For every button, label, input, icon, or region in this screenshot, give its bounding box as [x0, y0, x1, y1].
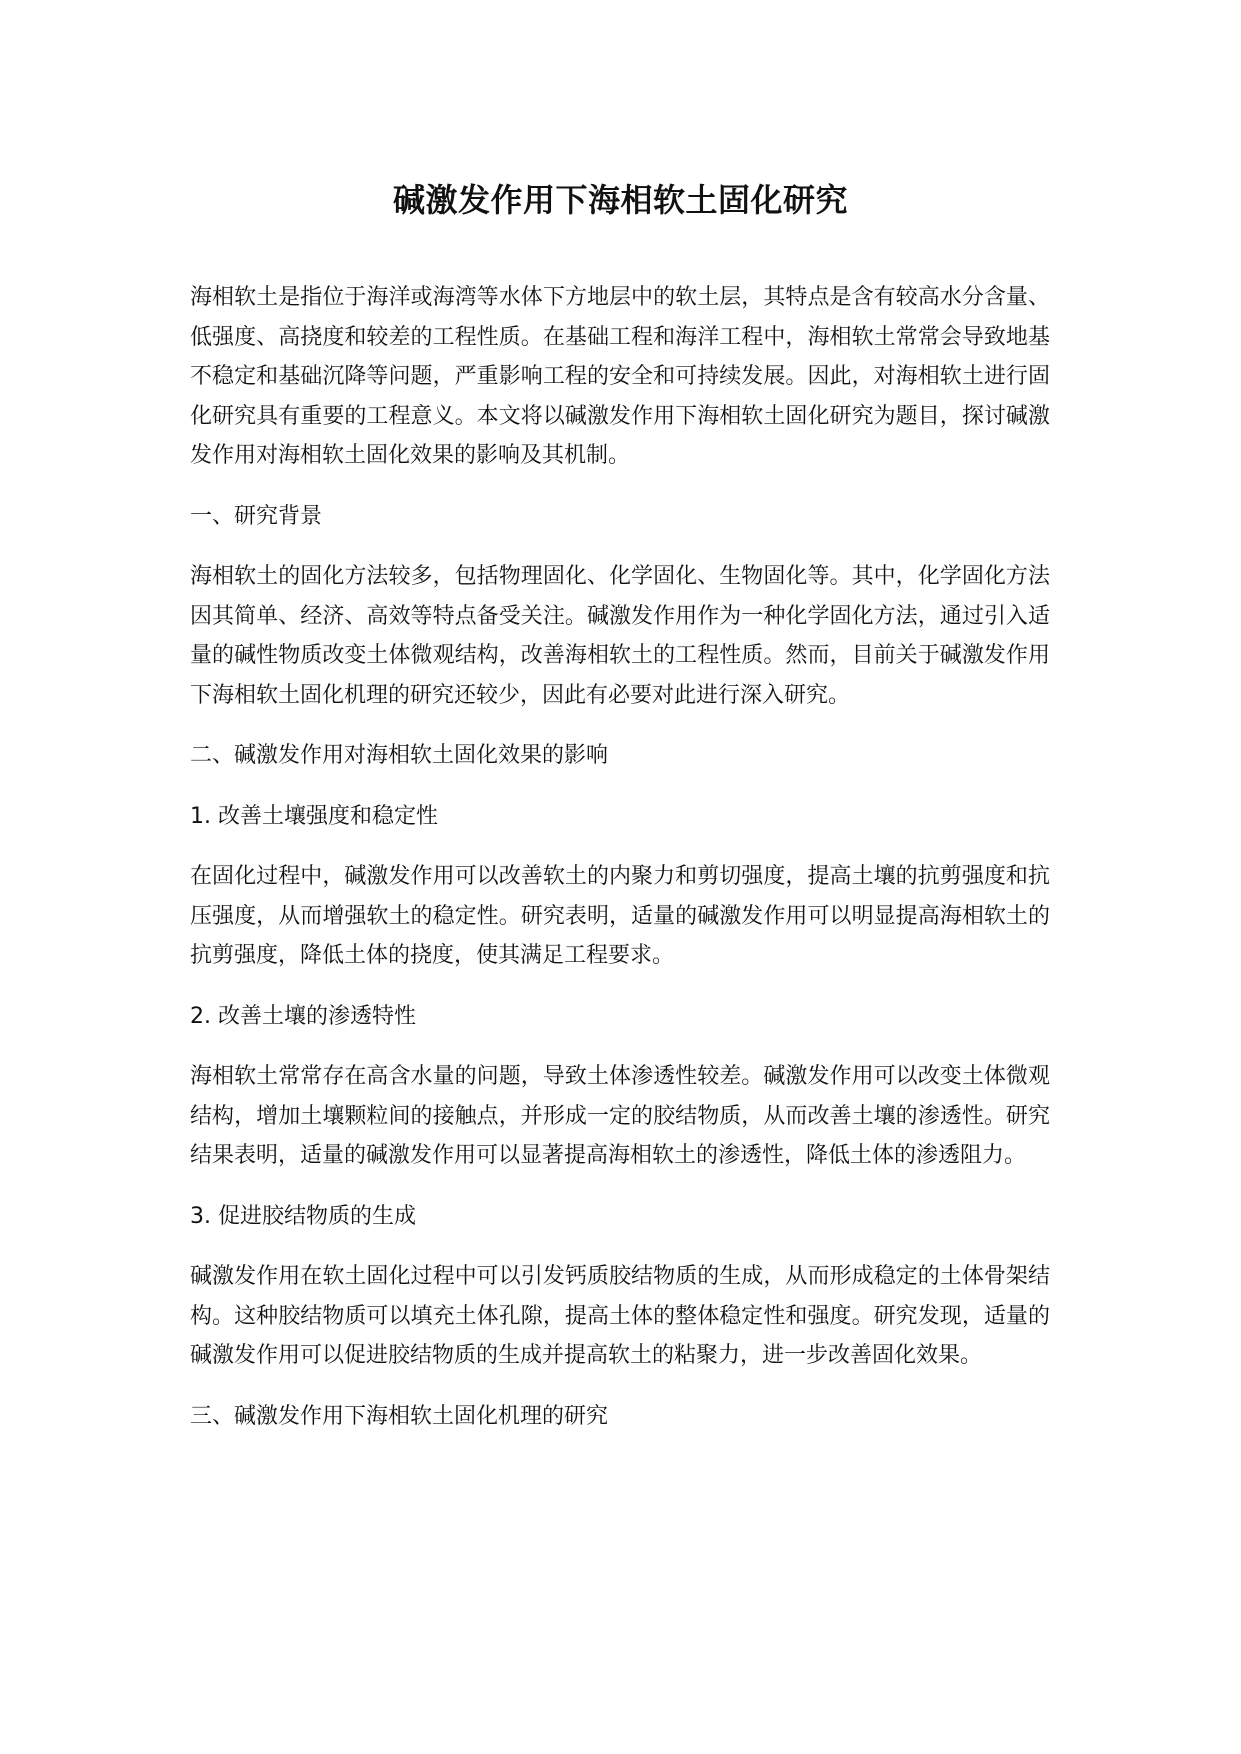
section-heading-effects: 二、碱激发作用对海相软土固化效果的影响	[190, 743, 609, 768]
strength-paragraph: 在固化过程中，碱激发作用可以改善软土的内聚力和剪切强度，提高土壤的抗剪强度和抗压强度，从而增强软土的稳定性。研究表明，适量的碱激发作用可以明显提高海相软土的抗剪强度，降低土体的挠度，使其满足工程要求。	[190, 864, 1050, 968]
section-heading-background: 一、研究背景	[190, 503, 323, 529]
section-heading-mechanism: 三、碱激发作用下海相软土固化机理的研究	[190, 1403, 609, 1429]
document-title: 碱激发作用下海相软土固化研究	[392, 181, 848, 219]
cementation-paragraph: 碱激发作用在软土固化过程中可以引发钙质胶结物质的生成，从而形成稳定的土体骨架结构。这种胶结物质可以填充土体孔隙，提高土体的整体稳定性和强度。研究发现，适量的碱激发作用可以促进胶结物质的生成并提高软土的粘聚力，进一步改善固化效果。	[190, 1264, 1050, 1368]
intro-paragraph: 海相软土是指位于海洋或海湾等水体下方地层中的软土层，其特点是含有较高水分含量、低强度、高挠度和较差的工程性质。在基础工程和海洋工程中，海相软土常常会导致地基不稳定和基础沉降等问题，严重影响工程的安全和可持续发展。因此，对海相软土进行固化研究具有重要的工程意义。本文将以碱激发作用下海相软土固化研究为题目，探讨碱激发作用对海相软土固化效果的影响及其机制。	[190, 285, 1050, 468]
subheading-cementation: 3. 促进胶结物质的生成	[190, 1203, 416, 1229]
background-paragraph: 海相软土的固化方法较多，包括物理固化、化学固化、生物固化等。其中，化学固化方法因其简单、经济、高效等特点备受关注。碱激发作用作为一种化学固化方法，通过引入适量的碱性物质改变土体微观结构，改善海相软土的工程性质。然而，目前关于碱激发作用下海相软土固化机理的研究还较少，因此有必要对此进行深入研究。	[190, 564, 1050, 708]
permeability-paragraph: 海相软土常常存在高含水量的问题，导致土体渗透性较差。碱激发作用可以改变土体微观结构，增加土壤颗粒间的接触点，并形成一定的胶结物质，从而改善土壤的渗透性。研究结果表明，适量的碱激发作用可以显著提高海相软土的渗透性，降低土体的渗透阻力。	[190, 1064, 1050, 1168]
subheading-strength: 1. 改善土壤强度和稳定性	[190, 803, 438, 829]
document-body	[190, 278, 1050, 1457]
subheading-permeability: 2. 改善土壤的渗透特性	[190, 1003, 416, 1029]
